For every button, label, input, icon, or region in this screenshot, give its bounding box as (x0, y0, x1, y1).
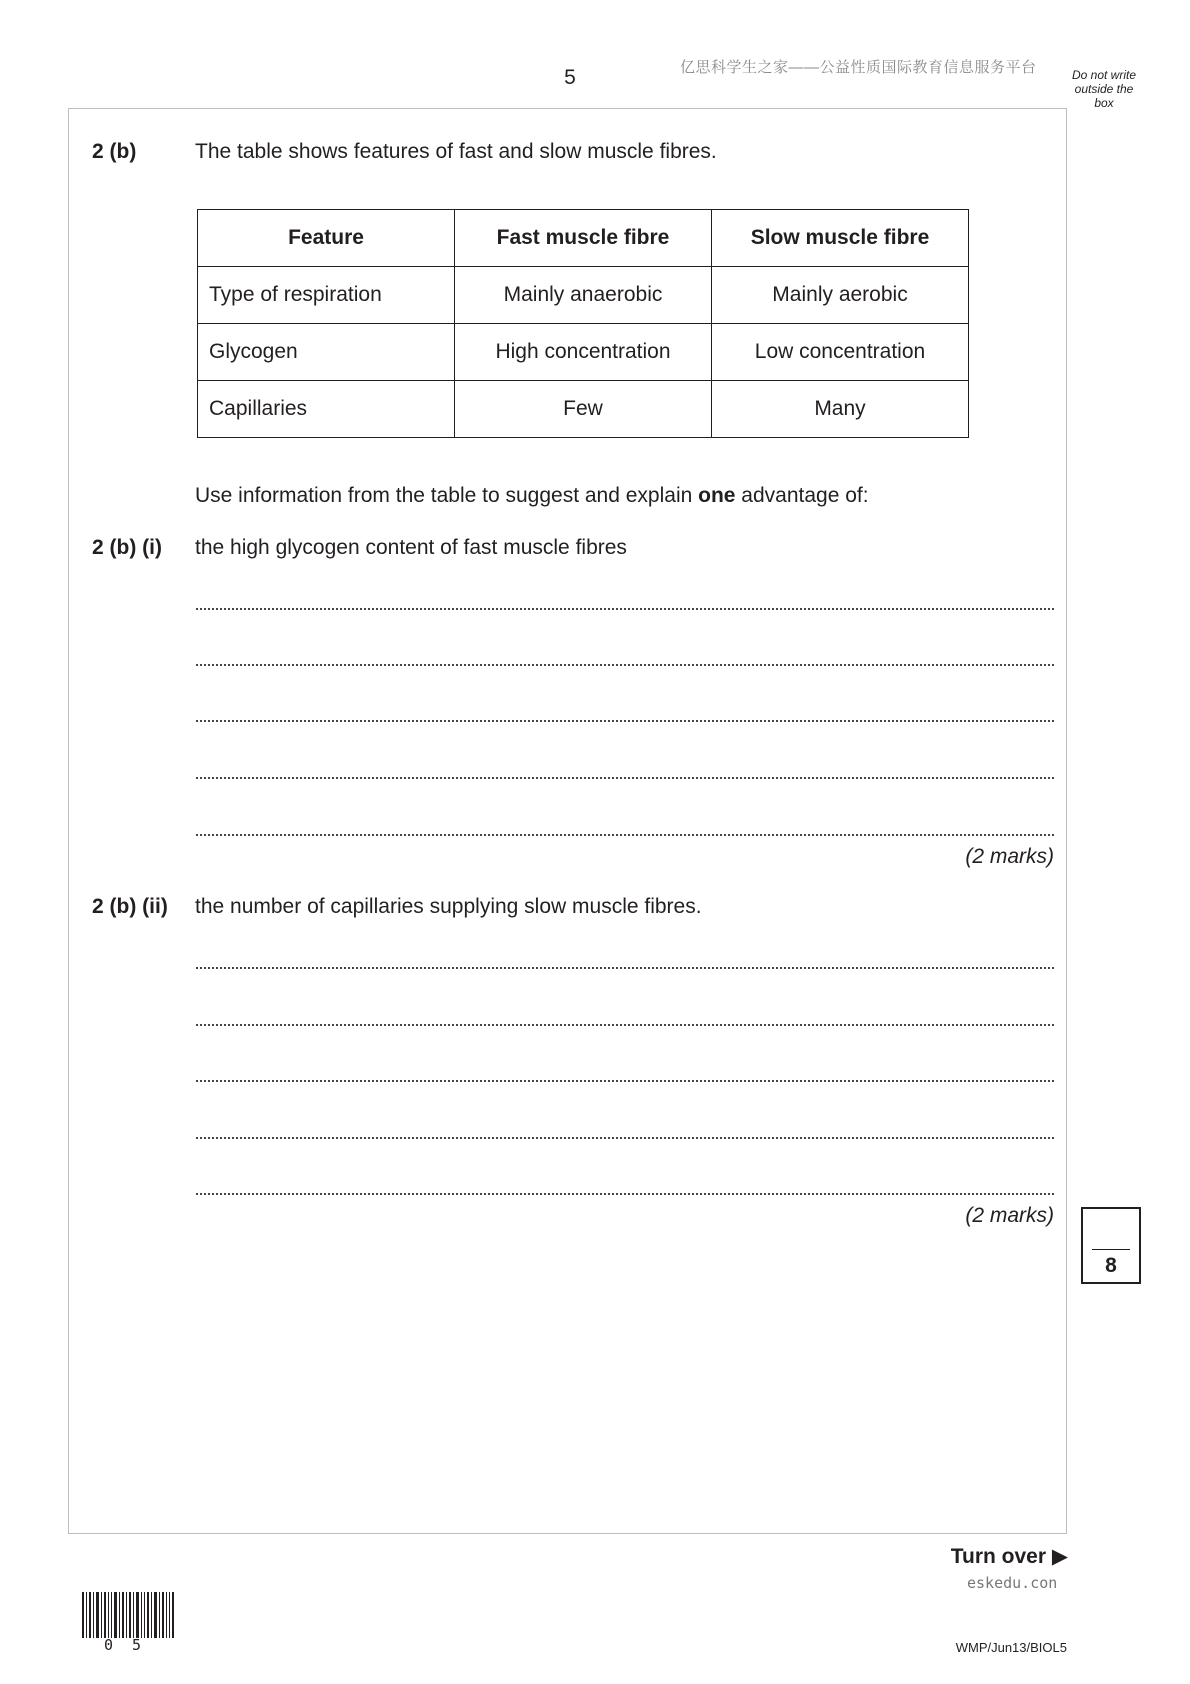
answer-line[interactable] (196, 1193, 1054, 1195)
mark-box-rule (1092, 1249, 1130, 1250)
marks-2bi: (2 marks) (965, 845, 1054, 868)
marks-2bii: (2 marks) (965, 1204, 1054, 1227)
answer-line[interactable] (196, 777, 1054, 779)
answer-line[interactable] (196, 608, 1054, 610)
table-header-cell: Fast muscle fibre (455, 210, 712, 267)
table-cell: Type of respiration (198, 267, 455, 324)
question-text-2bi: the high glycogen content of fast muscle fibres (195, 536, 627, 559)
question-text-2bii: the number of capillaries supplying slow muscle fibres. (195, 895, 702, 918)
table-row (198, 324, 969, 381)
table-cell: Mainly anaerobic (455, 267, 712, 324)
answer-line[interactable] (196, 720, 1054, 722)
table-row (198, 381, 969, 438)
paper-code: WMP/Jun13/BIOL5 (955, 1640, 1067, 1655)
table-cell: Low concentration (712, 324, 969, 381)
table-cell: Mainly aerobic (712, 267, 969, 324)
answer-line[interactable] (196, 664, 1054, 666)
watermark-text: 亿思科学生之家——公益性质国际教育信息服务平台 (680, 59, 1037, 76)
margin-note: Do not write outside the box (1071, 68, 1137, 110)
question-label-2bii: 2 (b) (ii) (92, 895, 168, 918)
answer-line[interactable] (196, 834, 1054, 836)
instruction-emphasis: one (698, 484, 736, 507)
table-cell: Capillaries (198, 381, 455, 438)
answer-line[interactable] (196, 1137, 1054, 1139)
site-watermark: eskedu.con (967, 1574, 1058, 1592)
table-cell: High concentration (455, 324, 712, 381)
page-number: 5 (564, 66, 576, 89)
question-intro: The table shows features of fast and slow muscle fibres. (195, 140, 717, 163)
question-label-2b: 2 (b) (92, 140, 137, 163)
barcode-icon (82, 1592, 176, 1638)
table-header-cell: Feature (198, 210, 455, 267)
table-cell: Few (455, 381, 712, 438)
instruction-before: Use information from the table to suggest and explain (195, 484, 699, 507)
turn-over-label: Turn over ▶ (950, 1545, 1068, 1568)
instruction-text (195, 484, 869, 508)
question-label-2bi: 2 (b) (i) (92, 536, 162, 559)
answer-line[interactable] (196, 1080, 1054, 1082)
table-header-row (198, 210, 969, 267)
table-cell: Glycogen (198, 324, 455, 381)
barcode-digits: 0 5 (104, 1636, 147, 1654)
table-cell: Many (712, 381, 969, 438)
mark-total: 8 (1105, 1254, 1117, 1277)
answer-line[interactable] (196, 967, 1054, 969)
answer-line[interactable] (196, 1024, 1054, 1026)
mark-total-box (1081, 1207, 1141, 1284)
instruction-after: advantage of: (735, 484, 869, 507)
table-header-cell: Slow muscle fibre (712, 210, 969, 267)
muscle-fibre-table (197, 209, 969, 438)
table-row (198, 267, 969, 324)
